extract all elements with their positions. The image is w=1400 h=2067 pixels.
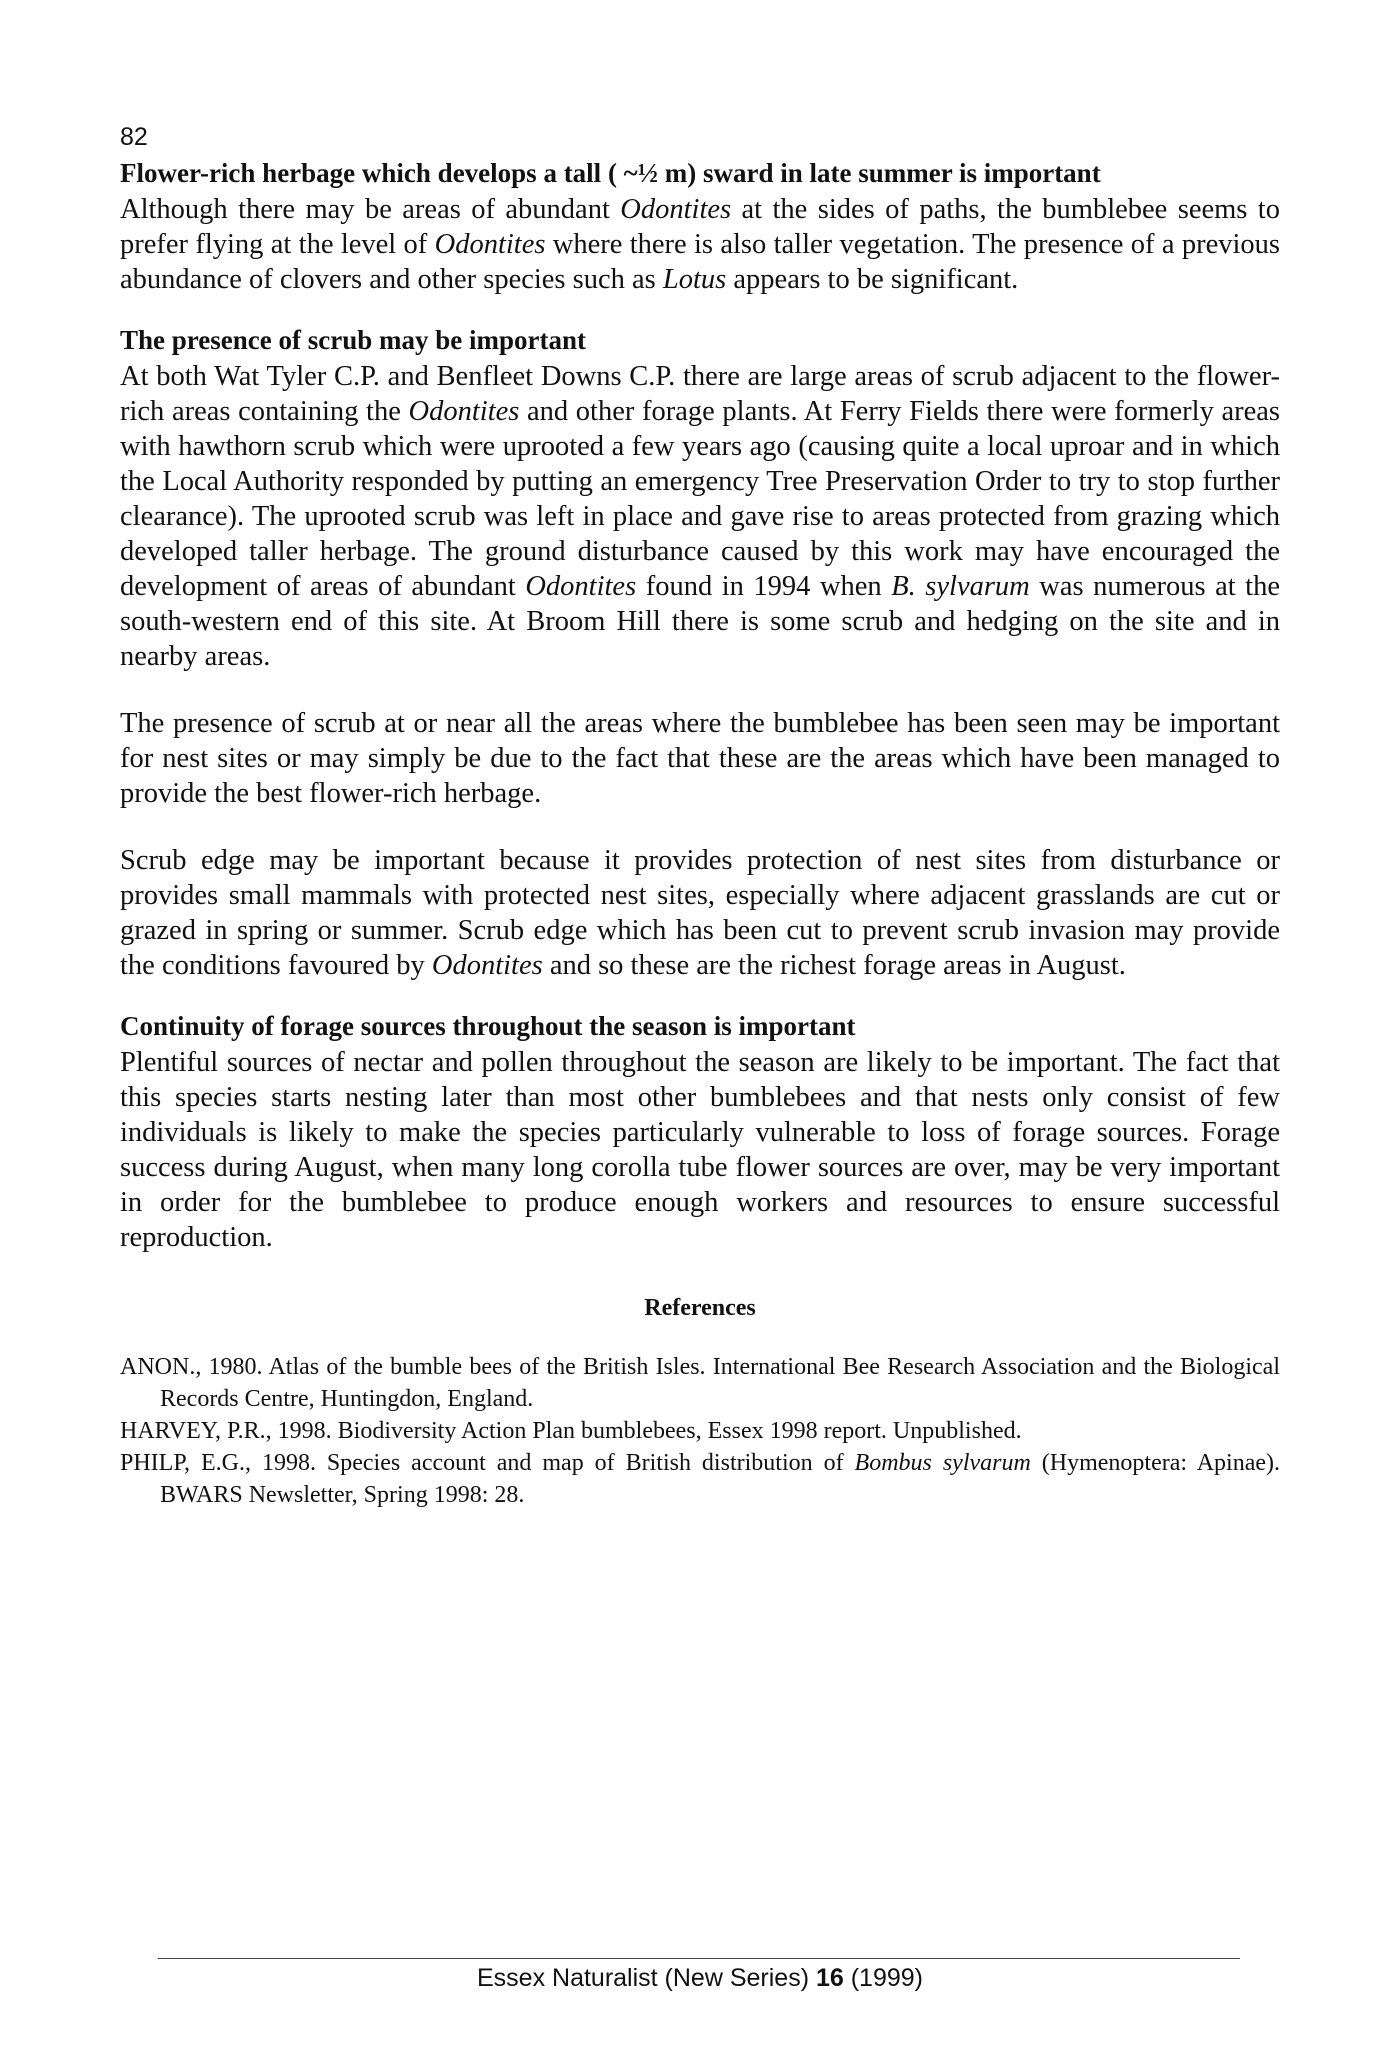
text-run: Although there may be areas of abundant: [120, 194, 621, 225]
text-run: Scrub edge may be important because it provides protection of nest sites from disturbance or provides small mammals with protected nest sites, especially where adjacent grasslands are cut or grazed in spring or summer. Scrub edge which has been cut to prevent scrub invasion may provide the conditions favoured by: [120, 845, 1280, 981]
text-run: found in 1994 when: [636, 571, 892, 602]
italic-term: Bombus sylvarum: [854, 1450, 1031, 1476]
text-run: PHILP, E.G., 1998. Species account and map of British distribution of: [120, 1450, 855, 1476]
text-run: where there is also taller vegetation. The presence of a previous abundance of clovers and other species such as: [120, 229, 1280, 295]
references-heading: References: [644, 1295, 756, 1321]
text-run: HARVEY, P.R., 1998. Biodiversity Action Plan bumblebees, Essex 1998 report. Unpublished.: [120, 1418, 1022, 1444]
paragraph-forage: [120, 1045, 1280, 1255]
reference-anon: [120, 1351, 1280, 1415]
italic-term: B. sylvarum: [891, 571, 1030, 602]
section-heading-herbage: Flower-rich herbage which develops a tall ( ~½ m) sward in late summer is important: [120, 158, 1101, 188]
text-run: At both Wat Tyler C.P. and Benfleet Downs C.P. there are large areas of scrub adjacent to the flower-rich areas containing the: [120, 361, 1280, 427]
italic-term: Odontites: [431, 950, 543, 981]
italic-term: Odontites: [408, 396, 520, 427]
footer-year: (1999): [843, 1964, 923, 1992]
text-run: was numerous at the south-western end of this site. At Broom Hill there is some scrub and hedging on the site and in nearby areas.: [120, 571, 1280, 672]
text-run: ANON., 1980. Atlas of the bumble bees of the British Isles. International Bee Research Association and the Biological Records Centre, Huntingdon, England.: [120, 1354, 1280, 1412]
text-run: appears to be significant.: [726, 264, 1019, 295]
text-run: The presence of scrub at or near all the areas where the bumblebee has been seen may be important for nest sites or may simply be due to the fact that these are the areas which have been managed to provide the best flower-rich herbage.: [120, 708, 1280, 809]
italic-term: Odontites: [434, 229, 546, 260]
footer-citation: [0, 1962, 1400, 1994]
paragraph-scrub-sites: [120, 359, 1280, 674]
footer-rule: [158, 1958, 1240, 1959]
text-run: and so these are the richest forage areas in August.: [542, 950, 1126, 981]
section-heading-scrub: The presence of scrub may be important: [120, 325, 586, 355]
section-heading-forage: Continuity of forage sources throughout the season is important: [120, 1011, 856, 1041]
text-run: at the sides of paths, the bumblebee seems to prefer flying at the level of: [120, 194, 1280, 260]
paragraph-herbage: [120, 192, 1280, 297]
footer-volume: 16: [815, 1964, 844, 1992]
text-run: and other forage plants. At Ferry Fields there were formerly areas with hawthorn scrub which were uprooted a few years ago (causing quite a local uproar and in which the Local Authority responded by putting an emergency Tree Preservation Order to try to stop further clearance). The uprooted scrub was left in place and gave rise to areas protected from grazing which developed taller herbage. The ground disturbance caused by this work may have encouraged the development of areas of abundant: [120, 396, 1280, 602]
text-run: Plentiful sources of nectar and pollen throughout the season are likely to be important. The fact that this species starts nesting later than most other bumblebees and that nests only consist of few individuals is likely to make the species particularly vulnerable to loss of forage sources. Forage success during August, when many long corolla tube flower sources are over, may be very important in order for the bumblebee to produce enough workers and resources to ensure successful reproduction.: [120, 1047, 1280, 1253]
italic-term: Odontites: [620, 194, 732, 225]
reference-harvey: [120, 1415, 1280, 1447]
reference-philp: [120, 1447, 1280, 1511]
paragraph-scrub-nest-sites: [120, 706, 1280, 811]
footer-journal: Essex Naturalist (New Series): [476, 1964, 816, 1992]
italic-term: Lotus: [662, 264, 727, 295]
article-body: [120, 156, 1280, 1511]
page-number: 82: [120, 123, 148, 151]
paragraph-scrub-edge: [120, 843, 1280, 983]
italic-term: Odontites: [525, 571, 637, 602]
text-run: (Hymenoptera: Apinae). BWARS Newsletter, Spring 1998: 28.: [160, 1450, 1280, 1508]
